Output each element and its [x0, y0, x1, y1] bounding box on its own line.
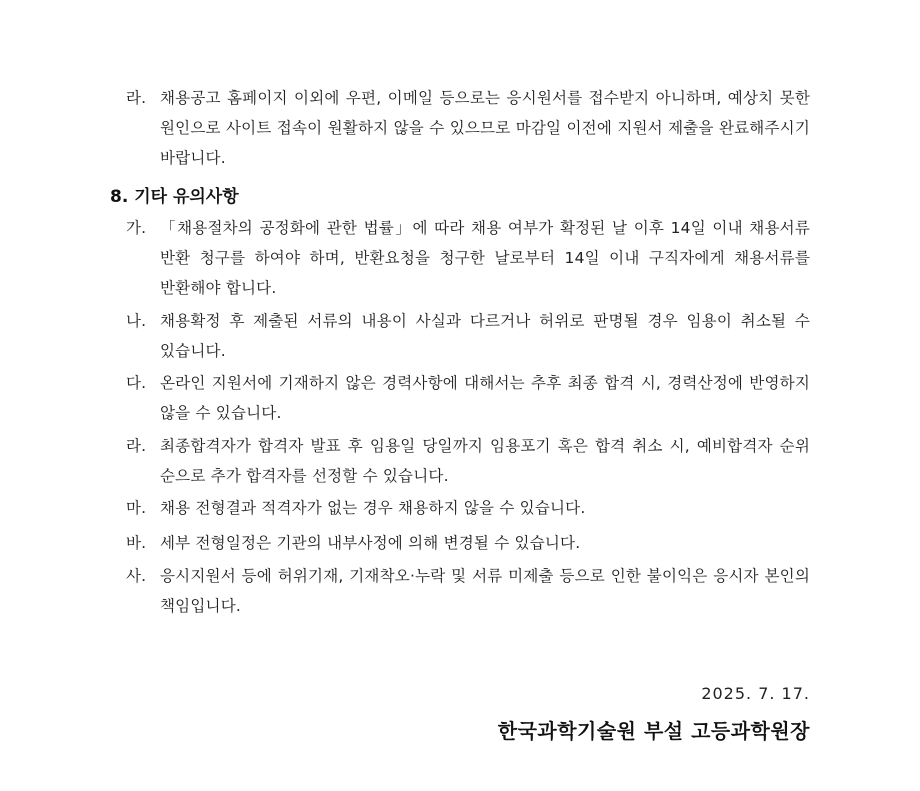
- list-item: [126, 368, 810, 428]
- list-item-marker: 바.: [126, 534, 147, 552]
- list-item: [126, 213, 810, 303]
- list-item-marker: 가.: [126, 219, 147, 237]
- list-item: [126, 431, 810, 491]
- list-item: [126, 306, 810, 366]
- list-item-marker: 나.: [126, 312, 147, 330]
- list-item-marker: 마.: [126, 499, 147, 517]
- list-item-text: 「채용절차의 공정화에 관한 법률」에 따라 채용 여부가 확정된 날 이후 14일 이내 채용서류 반환 청구를 하여야 하며, 반환요청을 청구한 날로부터 14일 이내 구직자에게 채용서류를 반환해야 합니다.: [160, 219, 810, 297]
- issuer-signature: 한국과학기술원 부설 고등과학원장: [497, 719, 810, 743]
- list-item: [126, 83, 810, 173]
- list-item-marker: 사.: [126, 567, 147, 585]
- list-item-text: 채용공고 홈페이지 이외에 우편, 이메일 등으로는 응시원서를 접수받지 아니하며, 예상치 못한 원인으로 사이트 접속이 원활하지 않을 수 있으므로 마감일 이전에 지원서 제출을 완료해주시기 바랍니다.: [160, 89, 810, 167]
- list-item: [126, 493, 810, 523]
- list-item: [126, 561, 810, 621]
- list-item-text: 채용확정 후 제출된 서류의 내용이 사실과 다르거나 허위로 판명될 경우 임용이 취소될 수 있습니다.: [160, 312, 810, 360]
- list-item-text: 채용 전형결과 적격자가 없는 경우 채용하지 않을 수 있습니다.: [160, 499, 586, 517]
- list-item-marker: 라.: [126, 89, 147, 107]
- list-item: [126, 528, 810, 558]
- list-item-marker: 다.: [126, 374, 147, 392]
- document-date: 2025. 7. 17.: [701, 684, 810, 703]
- list-item-text: 응시지원서 등에 허위기재, 기재착오·누락 및 서류 미제출 등으로 인한 불이익은 응시자 본인의 책임입니다.: [160, 567, 810, 615]
- list-item-text: 세부 전형일정은 기관의 내부사정에 의해 변경될 수 있습니다.: [160, 534, 581, 552]
- list-item-text: 최종합격자가 합격자 발표 후 임용일 당일까지 임용포기 혹은 합격 취소 시, 예비합격자 순위 순으로 추가 합격자를 선정할 수 있습니다.: [160, 437, 810, 485]
- list-item-text: 온라인 지원서에 기재하지 않은 경력사항에 대해서는 추후 최종 합격 시, 경력산정에 반영하지 않을 수 있습니다.: [160, 374, 810, 422]
- list-item-marker: 라.: [126, 437, 147, 455]
- section-title: 8. 기타 유의사항: [110, 187, 239, 207]
